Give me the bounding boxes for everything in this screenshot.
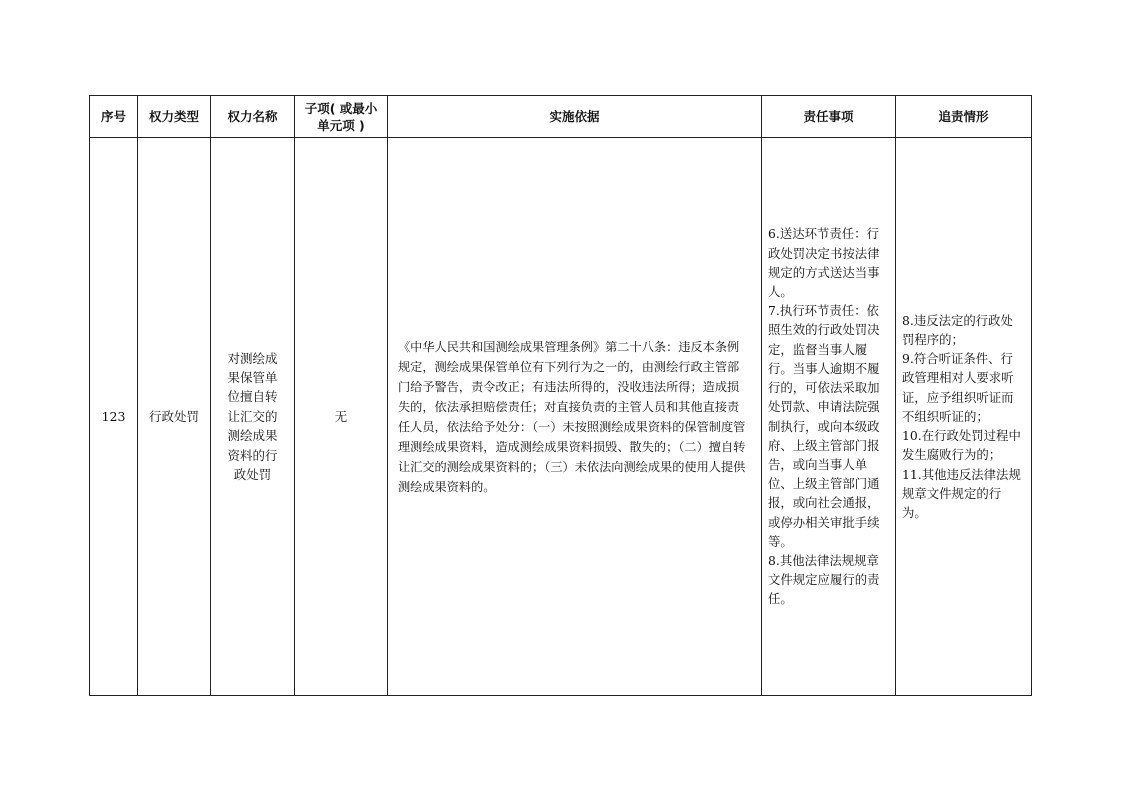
table-header-row — [90, 96, 1032, 138]
header-responsibility: 责任事项 — [762, 96, 896, 138]
header-power-name: 权力名称 — [211, 96, 295, 138]
table-row — [90, 138, 1032, 696]
header-seq: 序号 — [90, 96, 138, 138]
header-power-type: 权力类型 — [138, 96, 211, 138]
cell-accountability: 8.违反法定的行政处罚程序的； 9.符合听证条件、行政管理相对人要求听证，应予组织听证而不组织听证的； 10.在行政处罚过程中发生腐败行为的； 11.其他违反法律法规规章文件规定的行为。 — [896, 138, 1032, 696]
cell-seq: 123 — [90, 138, 138, 696]
cell-responsibility: 6.送达环节责任：行政处罚决定书按法律规定的方式送达当事人。 7.执行环节责任：依照生效的行政处罚决定，监督当事人履行。当事人逾期不履行的，可依法采取加处罚款、申请法院强制执行，或向本级政府、上级主管部门报告，或向当事人单位、上级主管部门通报，或向社会通报，或停办相关审批手续等。 8.其他法律法规规章文件规定应履行的责任。 — [762, 138, 896, 696]
cell-sub-item: 无 — [295, 138, 388, 696]
power-list-table — [89, 95, 1032, 696]
cell-power-type: 行政处罚 — [138, 138, 211, 696]
cell-power-name: 对测绘成果保管单位擅自转让汇交的测绘成果资料的行政处罚 — [211, 138, 295, 696]
header-basis: 实施依据 — [388, 96, 762, 138]
header-accountability: 追责情形 — [896, 96, 1032, 138]
header-sub-item: 子项( 或最小 单元项 ) — [295, 96, 388, 138]
cell-basis: 《中华人民共和国测绘成果管理条例》第二十八条：违反本条例规定，测绘成果保管单位有下列行为之一的，由测绘行政主管部门给予警告，责令改正；有违法所得的，没收违法所得；造成损失的，依法承担赔偿责任；对直接负责的主管人员和其他直接责任人员，依法给予处分：（一）未按照测绘成果资料的保管制度管理测绘成果资料，造成测绘成果资料损毁、散失的；（二）擅自转让汇交的测绘成果资料的；（三）未依法向测绘成果的使用人提供测绘成果资料的。 — [388, 138, 762, 696]
